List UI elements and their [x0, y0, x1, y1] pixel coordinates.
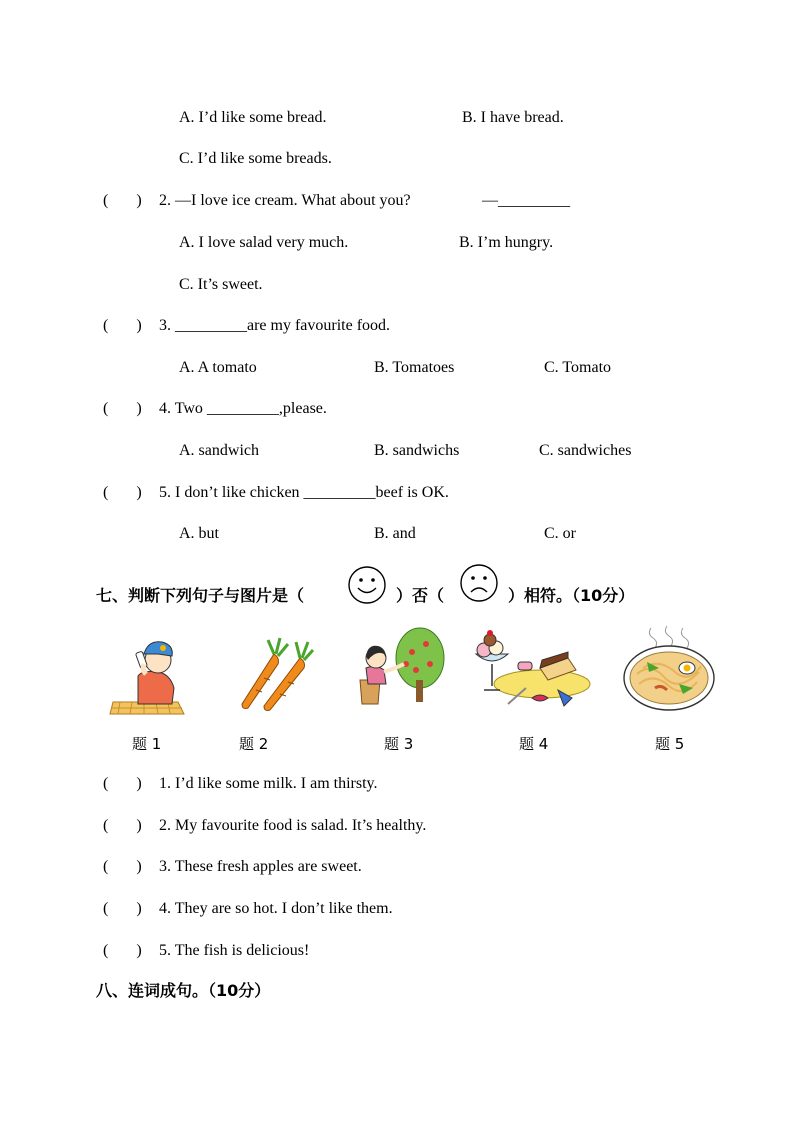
judge-2-paren[interactable]: ( )	[103, 817, 142, 834]
q2-stem: 2. —I love ice cream. What about you?	[159, 192, 411, 209]
q1-option-b: B. I have bread.	[462, 109, 564, 126]
q5-answer-paren[interactable]: ( )	[103, 484, 142, 501]
q2-answer-blank: —_________	[482, 192, 570, 209]
smiley-face-icon	[347, 565, 387, 605]
q4-option-b: B. sandwichs	[374, 442, 460, 459]
judge-5-paren[interactable]: ( )	[103, 942, 142, 959]
judge-4-text: 4. They are so hot. I don’t like them.	[159, 900, 393, 917]
q1-option-c: C. I’d like some breads.	[179, 150, 332, 167]
q3-answer-paren[interactable]: ( )	[103, 317, 142, 334]
q4-answer-paren[interactable]: ( )	[103, 400, 142, 417]
judge-3-text: 3. These fresh apples are sweet.	[159, 858, 362, 875]
q1-option-a: A. I’d like some bread.	[179, 109, 327, 126]
sad-face-icon	[459, 563, 499, 603]
picture-label-3: 题 3	[384, 735, 414, 753]
section7-heading-part3: ）相符。（10分）	[508, 586, 635, 605]
judge-5-text: 5. The fish is delicious!	[159, 942, 310, 959]
section8-heading: 八、连词成句。（10分）	[96, 981, 271, 1000]
q5-option-b: B. and	[374, 525, 416, 542]
q5-option-c: C. or	[544, 525, 576, 542]
girl-apple-tree-picture	[356, 624, 446, 709]
judge-1-text: 1. I’d like some milk. I am thirsty.	[159, 775, 378, 792]
section7-heading-part2: ）否（	[396, 586, 445, 605]
q2-option-b: B. I’m hungry.	[459, 234, 554, 251]
q2-option-a: A. I love salad very much.	[179, 234, 349, 251]
q3-option-b: B. Tomatoes	[374, 359, 455, 376]
section7-heading-part1: 七、判断下列句子与图片是（	[96, 586, 305, 605]
picture-label-5: 题 5	[655, 735, 685, 753]
judge-1-paren[interactable]: ( )	[103, 775, 142, 792]
q3-option-c: C. Tomato	[544, 359, 612, 376]
q5-stem: 5. I don’t like chicken _________beef is OK.	[159, 484, 449, 501]
boy-drinking-milk-picture	[108, 630, 188, 720]
q4-option-c: C. sandwiches	[539, 442, 632, 459]
judge-3-paren[interactable]: ( )	[103, 858, 142, 875]
q2-option-c: C. It’s sweet.	[179, 276, 263, 293]
carrots-picture	[234, 634, 314, 714]
desserts-picture	[468, 628, 593, 713]
picture-label-2: 题 2	[239, 735, 269, 753]
picture-label-1: 题 1	[132, 735, 162, 753]
picture-label-4: 题 4	[519, 735, 549, 753]
noodle-soup-picture	[621, 622, 716, 714]
q5-option-a: A. but	[179, 525, 219, 542]
q3-option-a: A. A tomato	[179, 359, 257, 376]
q2-answer-paren[interactable]: ( )	[103, 192, 142, 209]
q4-option-a: A. sandwich	[179, 442, 259, 459]
judge-2-text: 2. My favourite food is salad. It’s healthy.	[159, 817, 427, 834]
q4-stem: 4. Two _________,please.	[159, 400, 327, 417]
judge-4-paren[interactable]: ( )	[103, 900, 142, 917]
q3-stem: 3. _________are my favourite food.	[159, 317, 391, 334]
